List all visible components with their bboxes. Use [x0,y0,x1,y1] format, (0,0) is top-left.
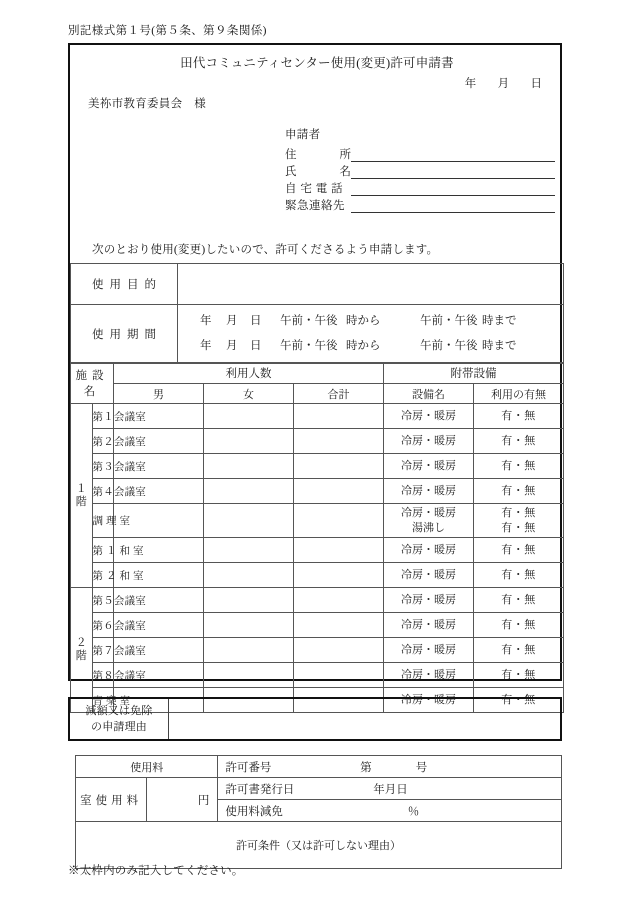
applicant-address-row [285,145,555,162]
room-name: 第１和室 [92,545,147,557]
facility-table [70,362,564,713]
equipment-use-cell[interactable] [474,504,564,538]
female-count-input[interactable] [204,563,294,588]
female-count-input[interactable] [204,454,294,479]
intro-text: 次のとおり使用(変更)したいので、許可くださるよう申請します。 [92,244,439,256]
main-form-frame [68,43,562,707]
period-label-cell [71,305,178,364]
period1-ampm-end[interactable]: 午前・午後 [420,315,478,327]
permit-number-gou: 号 [415,761,428,774]
room-name: 第２和室 [92,570,147,582]
usage-fee-header-cell [76,756,218,778]
floor-label-cell [71,404,93,588]
equipment-use-option[interactable]: 有・無 [501,643,536,656]
table-row [71,429,564,454]
room-fee-row [76,778,562,800]
equipment-name-cell [384,588,474,613]
applicant-homephone-input[interactable] [351,181,555,196]
equipment-name: 冷房・暖房 [401,568,456,581]
total-count-input[interactable] [294,454,384,479]
total-count-input[interactable] [294,504,384,538]
equipment-name: 湯沸し [412,521,445,534]
male-header: 男 [114,384,204,404]
period2-to: 時まで [482,340,517,352]
permit-number-cell [218,756,562,778]
equipment-use-cell[interactable] [474,538,564,563]
room-name-cell [92,404,146,429]
attached-equipment-header: 附帯設備 [450,368,497,380]
total-count-input[interactable] [294,663,384,688]
equipment-name: 冷房・暖房 [401,643,456,656]
equipment-name-cell [384,404,474,429]
equipment-name: 冷房・暖房 [401,459,456,472]
equipment-use-option[interactable]: 有・無 [501,543,536,556]
equipment-name-cell [384,663,474,688]
equipment-name-header: 設備名 [384,384,474,404]
permit-date-value[interactable] [297,781,491,797]
period2-from: 時から [346,340,381,352]
reduction-label-line1: 減額又は免除 [85,705,153,717]
female-count-input[interactable] [204,479,294,504]
room-name-cell [92,563,147,588]
room-name: 第１会議室 [92,411,146,423]
reduction-request-block [68,697,562,741]
table-row [71,588,564,613]
equipment-use-cell[interactable] [474,588,564,613]
applicant-name-row [285,162,555,179]
permit-date-line [218,781,561,797]
female-count-input[interactable] [204,638,294,663]
permit-date-cell [218,778,562,800]
equipment-use-option[interactable]: 有・無 [501,568,536,581]
fee-reduction-value[interactable] [286,803,526,819]
applicant-name-label: 氏 名 [285,166,351,178]
equipment-use-option[interactable]: 有・無 [501,506,536,519]
permit-number-line [218,759,561,775]
permit-date-year: 年 [373,783,385,796]
equipment-use-option[interactable]: 有・無 [501,484,536,497]
equipment-name: 冷房・暖房 [401,543,456,556]
total-count-input[interactable] [294,538,384,563]
date-year-label: 年 [464,78,477,90]
total-header: 合計 [294,384,384,404]
equipment-header-cell [384,363,564,384]
table-row [71,613,564,638]
permit-date-month: 月 [384,783,397,796]
table-row [71,479,564,504]
female-header: 女 [204,384,294,404]
equipment-name: 冷房・暖房 [401,693,456,706]
floor-label-line2: 階 [75,650,87,662]
room-name: 第４会議室 [92,486,146,498]
applicant-address-label: 住 所 [285,149,351,161]
permit-date-label: 許可書発行日 [225,783,295,796]
applicant-block [285,126,555,213]
people-count-header: 利用人数 [225,368,272,380]
application-date-line [465,75,542,91]
room-fee-yen-unit: 円 [197,794,210,807]
room-name-cell [92,638,146,663]
equipment-name-cell [384,504,474,538]
equipment-name: 冷房・暖房 [401,484,456,497]
fee-reduction-unit: ％ [407,805,420,818]
equipment-use-option[interactable]: 有・無 [501,618,536,631]
equipment-use-cell[interactable] [474,613,564,638]
period1-day: 日 [250,315,262,327]
equipment-name: 冷房・暖房 [401,593,456,606]
applicant-homephone-row [285,179,555,196]
purpose-label-cell [71,264,178,305]
equipment-use-option[interactable]: 有・無 [501,693,536,706]
facility-table-body [71,404,564,713]
table-row [71,454,564,479]
table-row [71,663,564,688]
equipment-name: 冷房・暖房 [401,409,456,422]
period1-to: 時まで [482,315,517,327]
equipment-use-cell[interactable] [474,404,564,429]
facility-name-header-cell [71,363,114,404]
permit-date-day: 日 [396,783,408,796]
room-name: 第５会議室 [92,595,146,607]
room-name-cell [92,429,146,454]
room-name: 調理室 [92,516,133,527]
purpose-row [71,264,564,305]
equipment-name: 冷房・暖房 [401,668,456,681]
table-row [71,404,564,429]
period2-year: 年 [200,340,212,352]
room-name-cell [92,504,133,538]
addressee: 美祢市教育委員会 様 [88,98,206,110]
table-row [71,638,564,663]
conditions-label: 許可条件（又は許可しない理由） [236,840,401,852]
floor-label-line1: １ [75,482,87,495]
equipment-name: 冷房・暖房 [401,618,456,631]
equipment-name-cell [384,613,474,638]
reduction-label-line2: の申請理由 [91,721,147,733]
period1-ampm-start[interactable]: 午前・午後 [280,315,338,327]
reduction-reason-input[interactable] [169,698,562,740]
room-name: 第２会議室 [92,436,146,448]
equipment-name-cell [384,563,474,588]
applicant-homephone-label: 自 宅 電 話 [285,183,344,195]
period2-ampm-end[interactable]: 午前・午後 [420,340,478,352]
equipment-use-cell[interactable] [474,638,564,663]
period2-ampm-start[interactable]: 午前・午後 [280,340,338,352]
equipment-use-cell[interactable] [474,563,564,588]
applicant-heading: 申請者 [285,129,321,141]
female-count-input[interactable] [204,613,294,638]
footnote: ※太枠内のみ記入してください。 [68,865,244,877]
date-day-label: 日 [530,78,542,90]
equipment-name-cell [384,454,474,479]
floor-label-line2: 階 [75,495,87,508]
equipment-use-cell[interactable] [474,663,564,688]
room-fee-label-cell [76,778,147,822]
room-name: 音楽室 [92,695,133,707]
equipment-name: 冷房・暖房 [401,434,456,447]
fee-reduction-line [218,803,561,819]
applicant-name-input[interactable] [351,164,555,179]
reduction-row [69,698,561,740]
total-count-input[interactable] [294,588,384,613]
female-count-input[interactable] [204,404,294,429]
period-row [71,305,564,364]
applicant-emergency-input[interactable] [351,198,555,213]
permit-number-value[interactable] [274,759,478,775]
room-name: 第３会議室 [92,461,146,473]
usage-fee-header: 使用料 [130,761,164,774]
period2-day: 日 [250,340,262,352]
period-line-2 [178,334,563,359]
room-name-cell [92,588,146,613]
equipment-name-cell [384,538,474,563]
equipment-use-option[interactable]: 有・無 [501,521,536,534]
room-name: 第８会議室 [92,670,146,682]
room-name-cell [92,479,146,504]
room-name-cell [92,538,147,563]
fee-reduction-cell [218,800,562,822]
permit-number-label: 許可番号 [225,761,272,774]
form-number: 別記様式第１号(第５条、第９条関係) [68,25,267,37]
room-name-cell [92,454,146,479]
equipment-use-option[interactable]: 有・無 [501,593,536,606]
room-name-cell [92,613,146,638]
people-count-header-cell [114,363,384,384]
period1-from: 時から [346,315,381,327]
facility-name-header: 施設名 [75,370,109,398]
table-row [71,504,564,538]
reduction-label-cell [69,695,169,740]
facility-header-row-1 [71,363,564,384]
equipment-use-option[interactable]: 有・無 [501,459,536,472]
equipment-use-cell[interactable] [474,479,564,504]
room-fee-label: 室使用料 [80,794,143,807]
floor-label-cell [71,588,93,713]
facility-header-row-2 [71,384,564,404]
equipment-use-option[interactable]: 有・無 [501,409,536,422]
page-title: 田代コミュニティセンター使用(変更)許可申請書 [180,56,454,70]
total-count-input[interactable] [294,613,384,638]
fee-reduction-label: 使用料減免 [225,805,283,818]
total-count-input[interactable] [294,638,384,663]
equipment-use-cell[interactable] [474,454,564,479]
female-count-input[interactable] [204,504,294,538]
purpose-period-block [70,263,564,364]
period-label: 使用期間 [92,329,162,341]
fee-block [75,755,562,869]
total-count-input[interactable] [294,563,384,588]
table-row [71,538,564,563]
equipment-use-option[interactable]: 有・無 [501,434,536,447]
equipment-name-cell [384,429,474,454]
total-count-input[interactable] [294,479,384,504]
equipment-use-cell[interactable] [474,429,564,454]
equipment-name-cell [384,479,474,504]
date-month-label: 月 [497,78,510,90]
room-name: 第６会議室 [92,620,146,632]
female-count-input[interactable] [204,663,294,688]
room-name: 第７会議室 [92,645,146,657]
equipment-name: 冷房・暖房 [401,506,456,519]
equipment-use-header: 利用の有無 [474,384,564,404]
equipment-use-option[interactable]: 有・無 [501,668,536,681]
table-row [71,563,564,588]
total-count-input[interactable] [294,404,384,429]
period-input-cell[interactable] [178,305,564,364]
period-line-1 [178,309,563,334]
equipment-name-cell [384,638,474,663]
room-fee-value-cell[interactable] [147,778,218,822]
floor-label-line1: ２ [75,637,87,649]
period2-month: 月 [226,340,238,352]
period1-year: 年 [200,315,212,327]
applicant-address-input[interactable] [351,147,555,162]
female-count-input[interactable] [204,538,294,563]
applicant-emergency-label: 緊急連絡先 [285,200,345,212]
fee-header-row [76,756,562,778]
total-count-input[interactable] [294,429,384,454]
period1-month: 月 [226,315,238,327]
applicant-emergency-row [285,196,555,213]
female-count-input[interactable] [204,588,294,613]
permit-number-dai: 第 [360,761,372,774]
female-count-input[interactable] [204,429,294,454]
purpose-input-cell[interactable] [178,264,564,305]
room-name-cell [92,663,146,688]
purpose-label: 使用目的 [92,279,162,291]
